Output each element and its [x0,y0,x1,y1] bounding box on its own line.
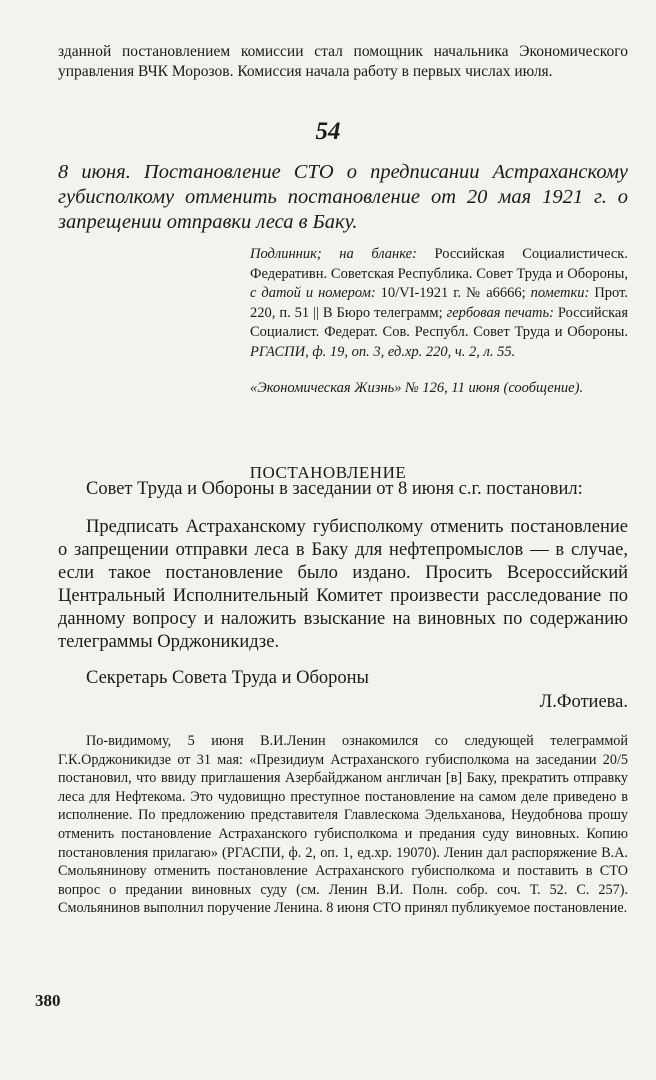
publication-reference: «Экономическая Жизнь» № 126, 11 июня (сообщение). [250,380,584,396]
source-description [250,245,628,362]
source-label-date: с датой и номером: [250,285,376,301]
continuation-paragraph: зданной постановлением комиссии стал помощник начальника Экономического управления ВЧК Морозов. Комиссия начала работу в первых числах июля. [58,43,628,80]
source-seal-text: Российская Социалист. Федерат. Сов. Республ. Совет Труда и Обороны. [250,304,628,340]
archive-reference: РГАСПИ, ф. 19, оп. 3, ед.хр. 220, ч. 2, л. 55. [250,343,516,360]
signer-name: Л.Фотиева. [539,692,628,712]
source-label: Подлинник; на бланке: [250,246,417,262]
signature-block [58,666,628,714]
signer-title: Секретарь Совета Труда и Обороны [86,668,369,688]
commentary-note: По-видимому, 5 июня В.И.Ленин ознакомился со следующей телеграммой Г.К.Орджоникидзе от 31 мая: «Президиум Астраханского губисполкома на заседании 20/5 постановил, что ввиду приглашения Азербайджаном англичан [в] Баку, прекратить отправку леса для Нефтекома. Это чудовищно преступное постановление на самом деле приведено в исполнение. По предложению представителя Главлескома Эдельханова, Неудобнова прошу отменить постановление Астраханского губисполкома и предания суду виновных. Копию постановления прилагаю» (РГАСПИ, ф. 2, оп. 1, ед.хр. 19070). Ленин дал распоряжение В.А. Смольянинову отменить постановление Астраханского губисполкома и поставить в СТО вопрос о предании виновных суду (см. Ленин В.И. Полн. собр. соч. Т. 52. С. 257). Смольянинов выполнил поручение Ленина. 8 июня СТО принял публикуемое постановление. [58,733,628,917]
source-text: Российская Социалистическ. Федеративн. Советская Республика. Совет Труда и Обороны, [250,246,628,282]
source-marks-text: Прот. 220, п. 51 || В Бюро телеграмм; [250,285,628,321]
resolution-intro: Совет Труда и Обороны в заседании от 8 июня с.г. постановил: [86,479,583,499]
resolution-text: Предписать Астраханскому губисполкому отменить постановление о запрещении отправки леса в Баку для нефтепромыслов — в случае, если такое постановление было издано. Просить Всероссийский Центральный Исполнительный Комитет произвести расследование по данному вопросу и наложить взыскание на виновных по содержанию телеграммы Орджоникидзе. [58,517,628,652]
page-number: 380 [35,991,61,1010]
document-number: 54 [315,118,341,145]
source-date-text: 10/VI-1921 г. № а6666; [375,285,531,301]
source-label-seal: гербовая печать: [446,304,554,321]
source-label-marks: пометки: [530,285,590,301]
document-title: 8 июня. Постановление СТО о предписании Астраханскому губисполкому отменить постановление от 20 мая 1921 г. о запрещении отправки леса в Баку. [58,161,628,233]
resolution-heading: ПОСТАНОВЛЕНИЕ [249,463,407,482]
